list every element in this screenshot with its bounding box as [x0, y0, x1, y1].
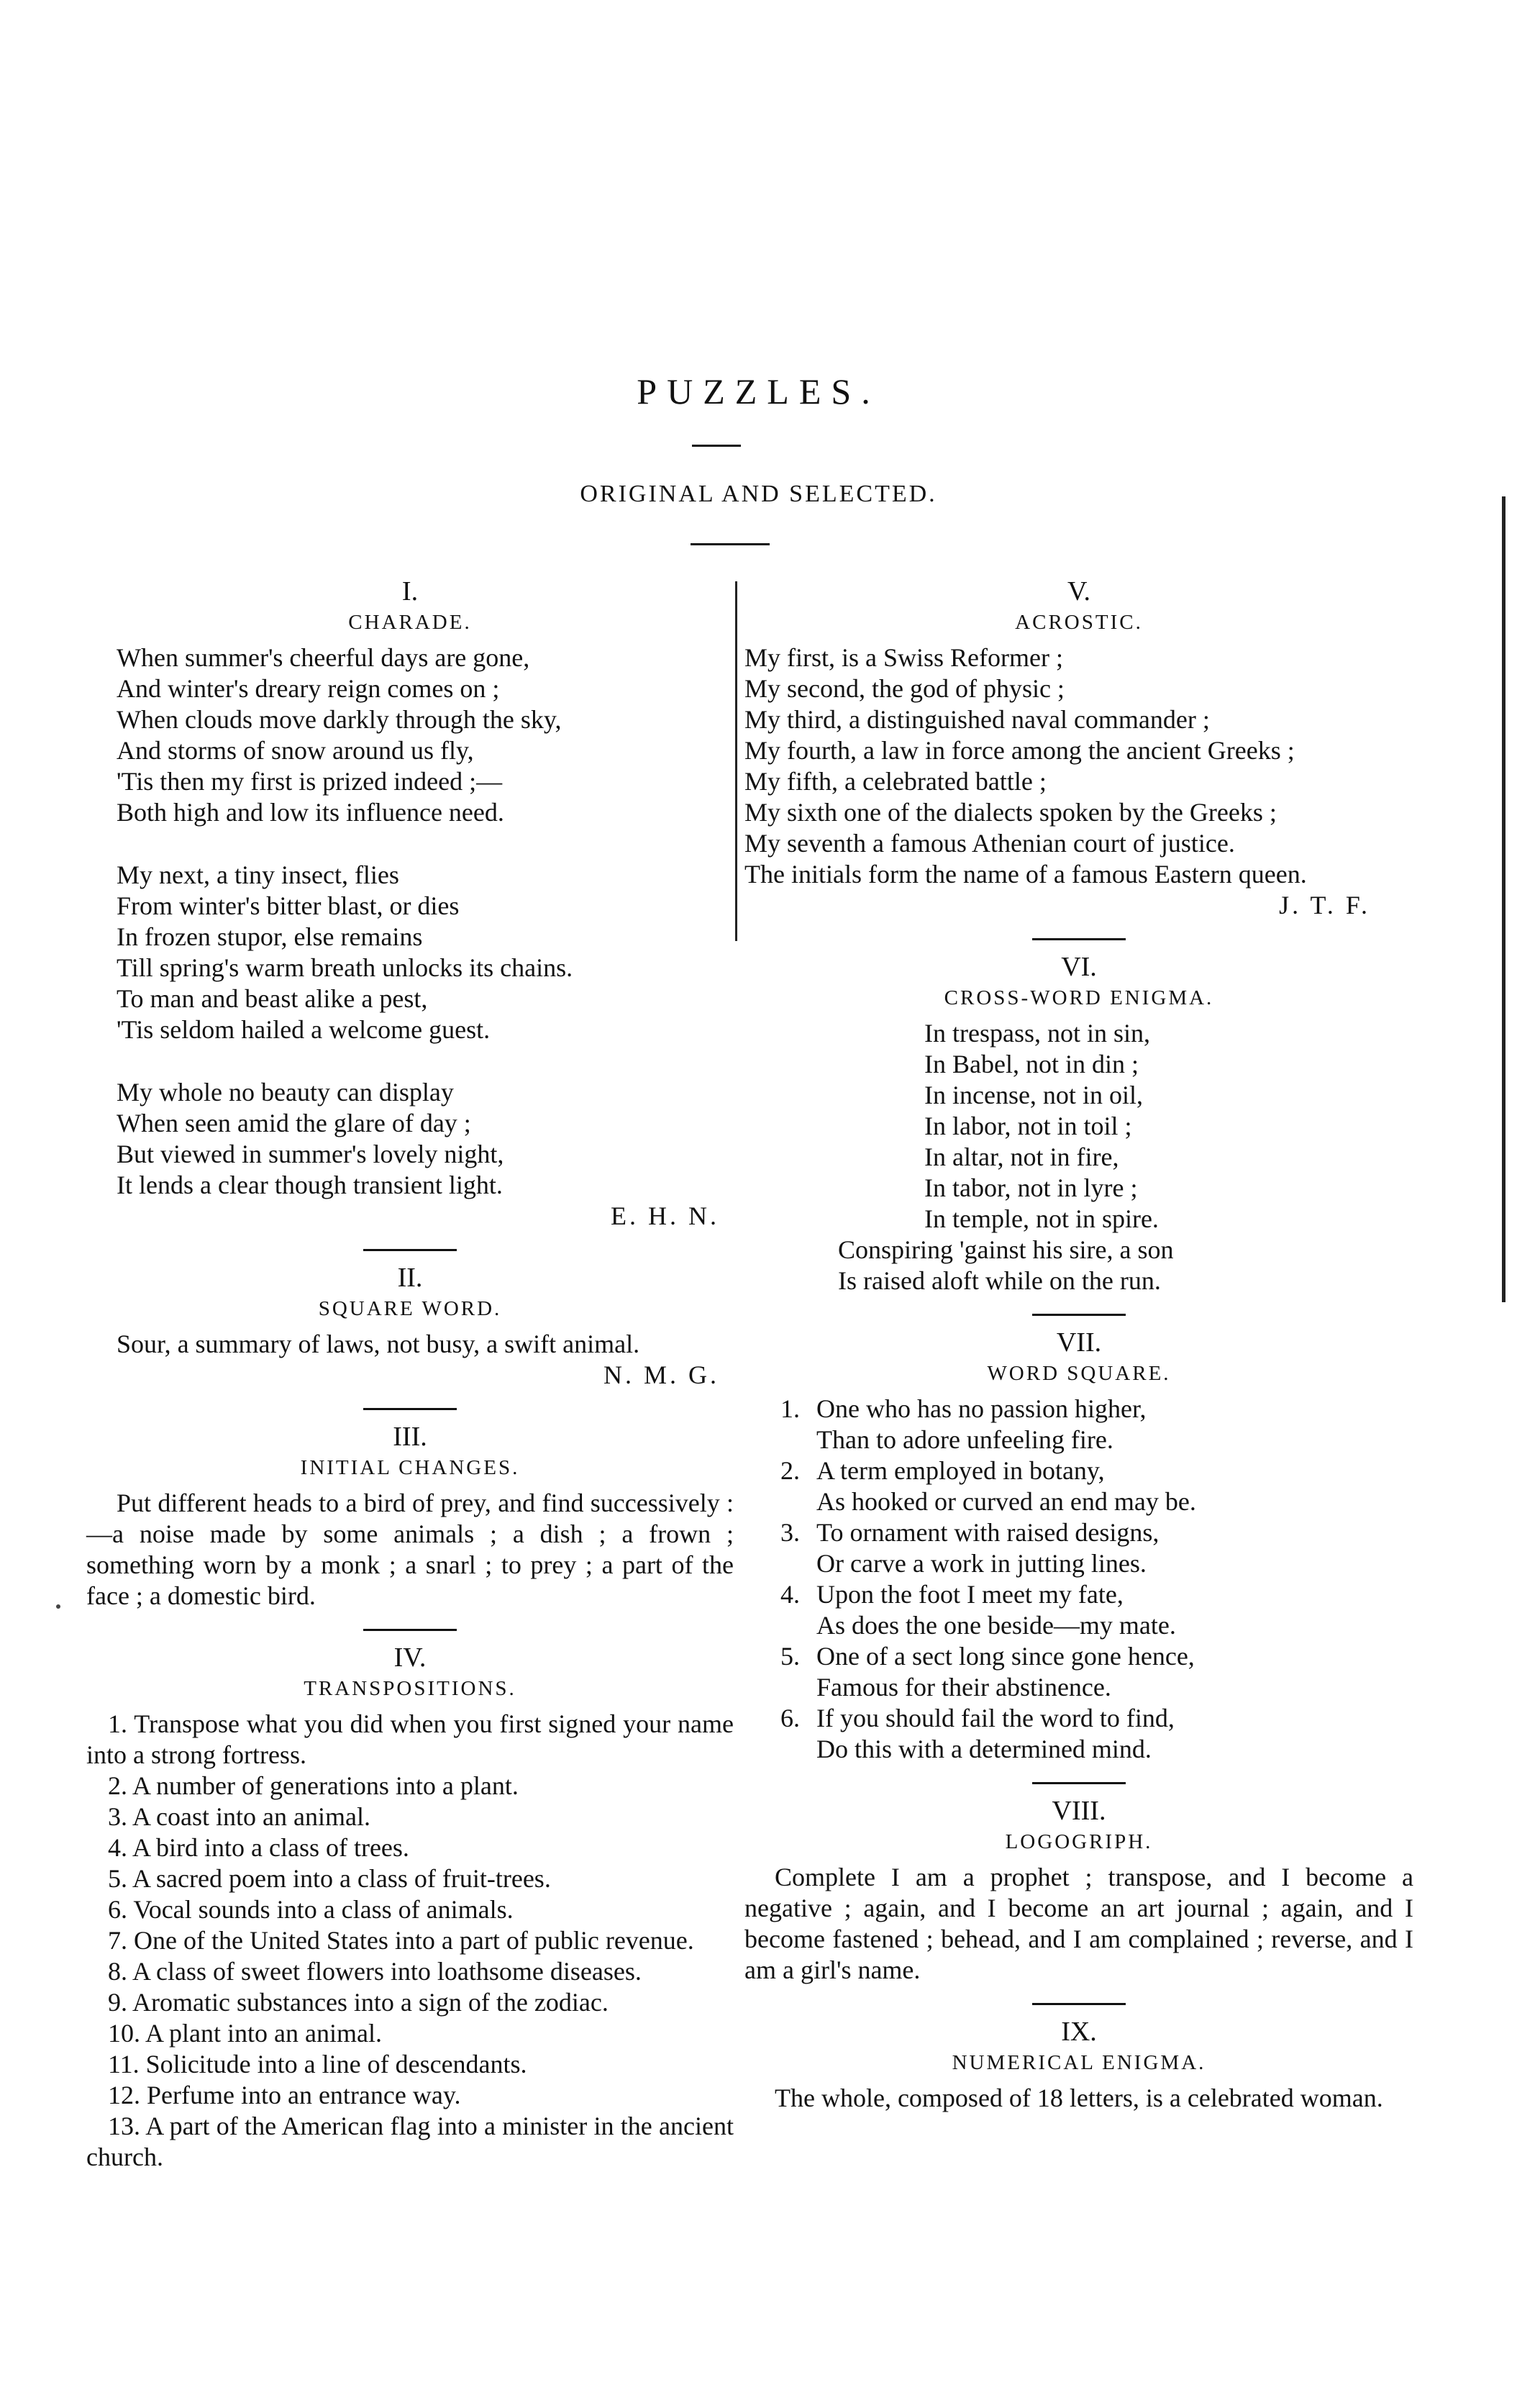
verse-line: In frozen stupor, else remains — [117, 922, 423, 951]
list-item — [744, 1455, 1413, 1517]
list-item: 5. A sacred poem into a class of fruit-trees. — [108, 1864, 551, 1893]
item-number: 2. — [780, 1456, 800, 1485]
section-logogriph — [744, 1794, 1413, 1986]
section-transpositions — [86, 1641, 734, 2173]
section-divider — [1032, 1314, 1126, 1316]
list-item: 6. Vocal sounds into a class of animals. — [108, 1895, 514, 1924]
left-column — [86, 572, 734, 2173]
section-title: INITIAL CHANGES. — [300, 1456, 520, 1479]
list-item: 3. A coast into an animal. — [108, 1802, 370, 1831]
list-item: 2. A number of generations into a plant. — [108, 1771, 519, 1800]
acrostic-line: My sixth one of the dialects spoken by the Greeks ; — [744, 798, 1277, 827]
verse-line: In labor, not in toil ; — [924, 1112, 1132, 1140]
section-numeral: III. — [393, 1422, 427, 1452]
column-divider — [735, 581, 737, 941]
section-numerical-enigma — [744, 2015, 1413, 2114]
verse-line: If you should fail the word to find, — [816, 1704, 1175, 1732]
acrostic-line: The initials form the name of a famous Eastern queen. — [744, 860, 1307, 889]
section-numeral: V. — [1067, 576, 1091, 606]
acrostic-line: My seventh a famous Athenian court of justice. — [744, 829, 1235, 858]
list-item: 11. Solicitude into a line of descendants. — [108, 2050, 527, 2078]
verse-line: To ornament with raised designs, — [816, 1518, 1160, 1547]
verse-line: And storms of snow around us fly, — [117, 736, 474, 765]
verse-line: In trespass, not in sin, — [924, 1019, 1150, 1048]
item-number: 1. — [780, 1394, 800, 1423]
section-numeral: IV. — [393, 1643, 427, 1673]
item-number: 4. — [780, 1580, 800, 1609]
section-initial-changes — [86, 1420, 734, 1612]
acrostic-line: My first, is a Swiss Reformer ; — [744, 643, 1063, 672]
verse-line: Famous for their abstinence. — [816, 1673, 1111, 1701]
subtitle-rule — [691, 543, 770, 545]
verse-line: My next, a tiny insect, flies — [117, 860, 399, 889]
verse-line: My whole no beauty can display — [117, 1078, 454, 1107]
verse-line: Till spring's warm breath unlocks its chains. — [117, 953, 573, 982]
section-title: WORD SQUARE. — [987, 1362, 1171, 1385]
section-numeral: VI. — [1061, 952, 1097, 982]
verse-line: It lends a clear though transient light. — [117, 1171, 503, 1199]
section-title: CHARADE. — [348, 611, 472, 634]
puzzle-text: The whole, composed of 18 letters, is a celebrated woman. — [775, 2084, 1383, 2112]
section-numeral: I. — [401, 576, 419, 606]
verse-line: In altar, not in fire, — [924, 1142, 1119, 1171]
verse-line: Upon the foot I meet my fate, — [816, 1580, 1124, 1609]
section-divider — [363, 1408, 457, 1410]
list-item — [744, 1517, 1413, 1579]
section-divider — [1032, 938, 1126, 940]
signature: N. M. G. — [603, 1360, 719, 1389]
list-item: 13. A part of the American flag into a minister in the ancient church. — [86, 2112, 734, 2171]
section-acrostic — [744, 575, 1413, 921]
section-charade — [86, 575, 734, 1232]
list-item — [744, 1703, 1413, 1765]
section-numeral: IX. — [1061, 2017, 1097, 2047]
puzzle-text: Complete I am a prophet ; transpose, and I become a negative ; again, and I become an art journal ; again, and I become fastened ; behead, and I am complained ; reverse, and I am a girl's name. — [744, 1863, 1413, 1984]
verse-line: Than to adore unfeeling fire. — [816, 1425, 1113, 1454]
verse-line: In tabor, not in lyre ; — [924, 1173, 1138, 1202]
list-item: 10. A plant into an animal. — [108, 2019, 382, 2048]
section-title: SQUARE WORD. — [318, 1297, 502, 1320]
verse-line: But viewed in summer's lovely night, — [117, 1140, 504, 1168]
verse-line: In incense, not in oil, — [924, 1081, 1143, 1109]
page-title: PUZZLES. — [637, 371, 880, 412]
verse-line: As hooked or curved an end may be. — [816, 1487, 1196, 1516]
verse-line: Both high and low its influence need. — [117, 798, 504, 827]
section-divider — [363, 1249, 457, 1251]
list-item: 8. A class of sweet flowers into loathsome diseases. — [108, 1957, 642, 1986]
section-divider — [1032, 2003, 1126, 2005]
verse-line: Conspiring 'gainst his sire, a son — [838, 1235, 1174, 1264]
list-item — [744, 1579, 1413, 1641]
verse-line: A term employed in botany, — [816, 1456, 1105, 1485]
section-divider — [363, 1629, 457, 1631]
item-number: 3. — [780, 1518, 800, 1547]
section-title: ACROSTIC. — [1015, 611, 1143, 634]
section-title: CROSS-WORD ENIGMA. — [944, 986, 1214, 1009]
verse-line: To man and beast alike a pest, — [117, 984, 428, 1013]
verse-line: When seen amid the glare of day ; — [117, 1109, 471, 1137]
stanza — [86, 860, 734, 1045]
page-subtitle: ORIGINAL AND SELECTED. — [580, 481, 937, 507]
list-item — [744, 1394, 1413, 1455]
section-square-word — [86, 1261, 734, 1391]
title-rule — [692, 445, 741, 447]
list-item: 9. Aromatic substances into a sign of the zodiac. — [108, 1988, 609, 2017]
stray-mark — [56, 1604, 60, 1609]
signature: J. T. F. — [1279, 891, 1370, 919]
verse-line: 'Tis seldom hailed a welcome guest. — [117, 1015, 491, 1044]
verse-line: One of a sect long since gone hence, — [816, 1642, 1195, 1671]
section-title: LOGOGRIPH. — [1005, 1830, 1153, 1853]
verse-line: In Babel, not in din ; — [924, 1050, 1139, 1078]
list-item: 1. Transpose what you did when you first signed your name into a strong fortress. — [86, 1709, 734, 1769]
item-number: 6. — [780, 1704, 800, 1732]
puzzle-text: Sour, a summary of laws, not busy, a swift animal. — [117, 1330, 640, 1358]
verse-line: Do this with a determined mind. — [816, 1735, 1152, 1763]
acrostic-line: My fifth, a celebrated battle ; — [744, 767, 1047, 796]
section-cross-word-enigma — [744, 950, 1413, 1296]
verse-line: From winter's bitter blast, or dies — [117, 891, 460, 920]
item-number: 5. — [780, 1642, 800, 1671]
list-item: 7. One of the United States into a part of public revenue. — [108, 1926, 694, 1955]
verse-line: As does the one beside—my mate. — [816, 1611, 1176, 1640]
section-title: TRANSPOSITIONS. — [304, 1677, 516, 1700]
verse-line: Or carve a work in jutting lines. — [816, 1549, 1147, 1578]
stanza — [86, 1077, 734, 1201]
section-word-square — [744, 1326, 1413, 1765]
acrostic-line: My second, the god of physic ; — [744, 674, 1065, 703]
acrostic-line: My third, a distinguished naval commander ; — [744, 705, 1210, 734]
list-item: 12. Perfume into an entrance way. — [108, 2081, 461, 2109]
list-item — [744, 1641, 1413, 1703]
verse-line: 'Tis then my first is prized indeed ;— — [117, 767, 503, 796]
acrostic-line: My fourth, a law in force among the ancient Greeks ; — [744, 736, 1295, 765]
puzzle-text: Put different heads to a bird of prey, and find successively :—a noise made by some animals ; a dish ; a frown ; something worn by a monk ; a snarl ; to prey ; a part of the face ; a domestic bird. — [86, 1489, 734, 1610]
section-title: NUMERICAL ENIGMA. — [952, 2051, 1206, 2074]
verse-line: When clouds move darkly through the sky, — [117, 705, 562, 734]
verse-line: Is raised aloft while on the run. — [838, 1266, 1161, 1295]
right-column — [744, 572, 1413, 2114]
verse-line: When summer's cheerful days are gone, — [117, 643, 530, 672]
section-divider — [1032, 1782, 1126, 1784]
section-numeral: VIII. — [1052, 1796, 1106, 1826]
verse-line: One who has no passion higher, — [816, 1394, 1147, 1423]
verse-line: And winter's dreary reign comes on ; — [117, 674, 500, 703]
signature: E. H. N. — [611, 1201, 719, 1230]
verse-line: In temple, not in spire. — [924, 1204, 1159, 1233]
section-numeral: II. — [397, 1263, 423, 1293]
list-item: 4. A bird into a class of trees. — [108, 1833, 409, 1862]
section-numeral: VII. — [1056, 1327, 1102, 1358]
page-edge-shadow — [1502, 496, 1505, 1302]
stanza — [86, 642, 734, 828]
